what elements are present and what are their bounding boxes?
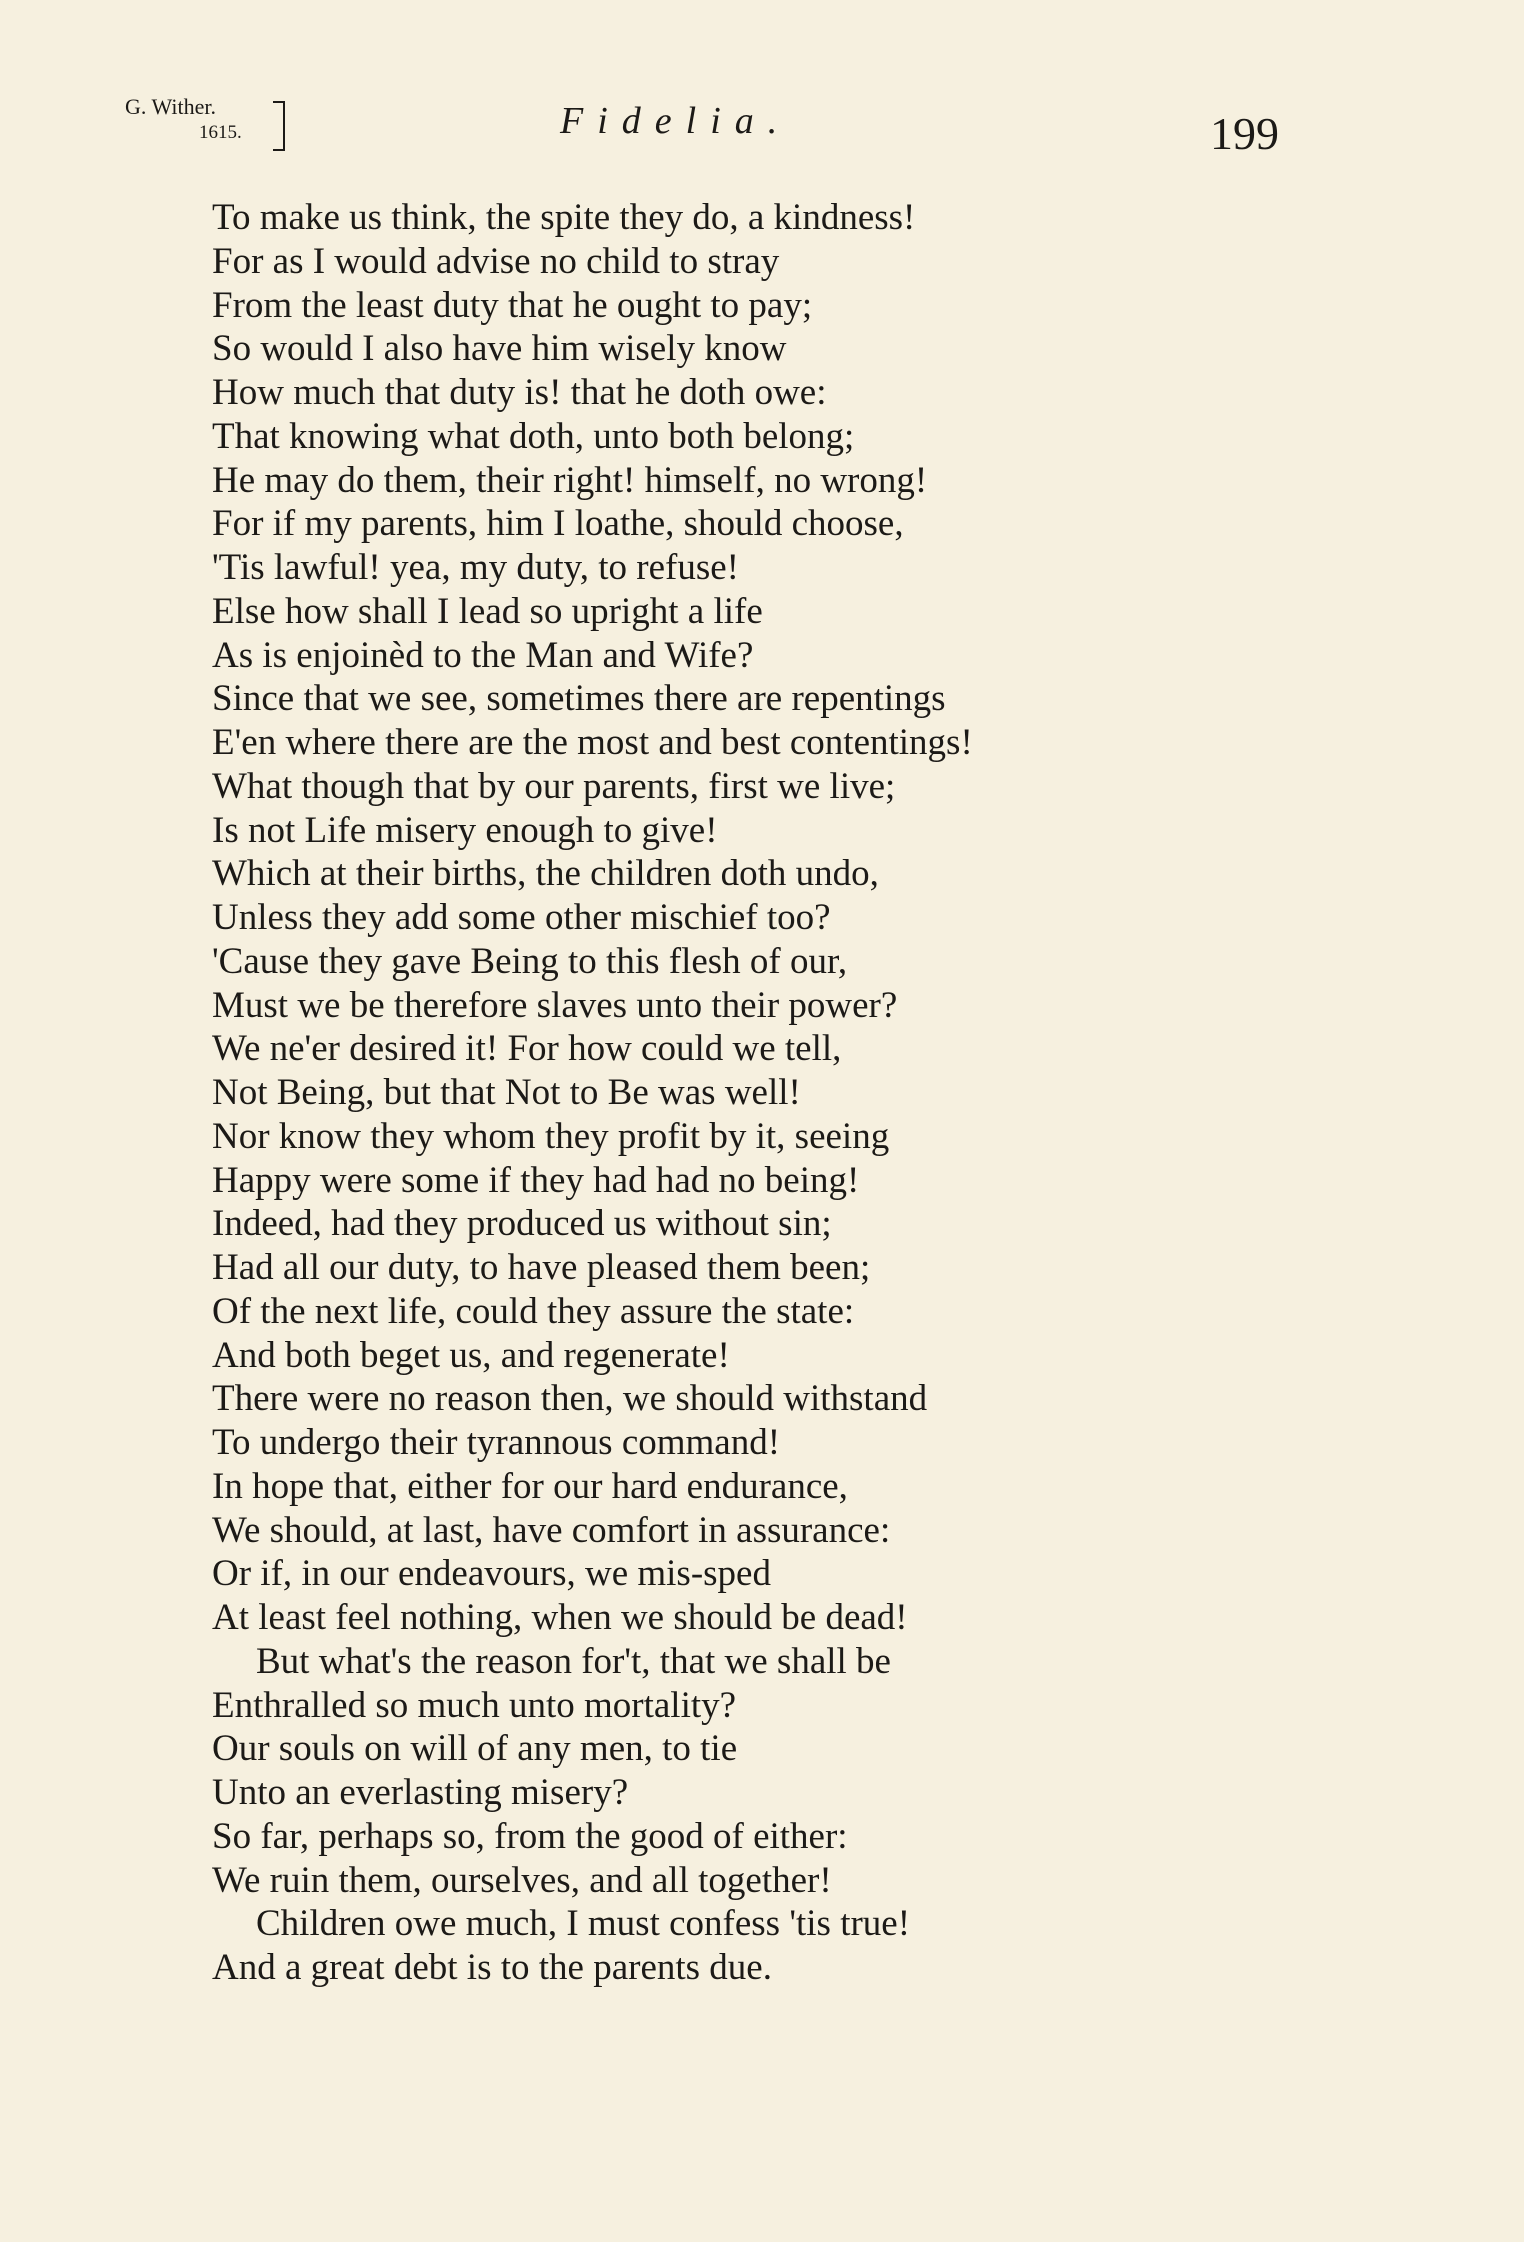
poem-line: Which at their births, the children doth undo, xyxy=(212,853,879,895)
poem-line: But what's the reason for't, that we shall be xyxy=(256,1640,891,1682)
page-header xyxy=(0,95,1524,175)
poem-line: So far, perhaps so, from the good of either: xyxy=(212,1815,848,1857)
poem-line: We ne'er desired it! For how could we tell, xyxy=(212,1028,842,1070)
poem-line: In hope that, either for our hard endurance, xyxy=(212,1465,848,1507)
poem-line: Indeed, had they produced us without sin; xyxy=(212,1203,832,1245)
poem-line: There were no reason then, we should withstand xyxy=(212,1378,928,1420)
poem-line: 'Cause they gave Being to this flesh of our, xyxy=(212,940,848,982)
poem-line: And both beget us, and regenerate! xyxy=(212,1334,730,1376)
margin-note xyxy=(125,95,295,155)
poem-line: Not Being, but that Not to Be was well! xyxy=(212,1072,801,1113)
poem-line: So would I also have him wisely know xyxy=(212,328,787,370)
poem-line: Else how shall I lead so upright a life xyxy=(212,590,763,632)
poem-line: We should, at last, have comfort in assurance: xyxy=(212,1509,891,1551)
poem-line: What though that by our parents, first we live; xyxy=(212,765,896,807)
poem-line: As is enjoinèd to the Man and Wife? xyxy=(212,634,754,676)
poem-line: Our souls on will of any men, to tie xyxy=(212,1728,738,1770)
poem-line: And a great debt is to the parents due. xyxy=(212,1947,772,1988)
poem-line: Must we be therefore slaves unto their power? xyxy=(212,984,898,1026)
page-number: 199 xyxy=(1210,108,1279,159)
poem-line: Or if, in our endeavours, we mis-sped xyxy=(212,1553,771,1595)
poem-line: Unless they add some other mischief too? xyxy=(212,897,831,938)
poem-line: Enthralled so much unto mortality? xyxy=(212,1684,737,1726)
poem-line: Since that we see, sometimes there are repentings xyxy=(212,678,946,720)
poem-line: Is not Life misery enough to give! xyxy=(212,809,718,851)
poem-line: That knowing what doth, unto both belong; xyxy=(212,415,855,457)
poem-line: Of the next life, could they assure the state: xyxy=(212,1290,855,1332)
poem-line: 'Tis lawful! yea, my duty, to refuse! xyxy=(212,547,739,588)
poem-line: At least feel nothing, when we should be dead! xyxy=(212,1597,908,1638)
margin-year: 1615. xyxy=(199,122,242,143)
poem-line: Unto an everlasting misery? xyxy=(212,1772,629,1813)
poem-line: Happy were some if they had had no being! xyxy=(212,1159,860,1201)
poem-text xyxy=(212,196,1322,1990)
poem-line: E'en where there are the most and best contentings! xyxy=(212,722,973,763)
poem-line: To make us think, the spite they do, a kindness! xyxy=(212,197,916,238)
poem-line: To undergo their tyrannous command! xyxy=(212,1422,781,1463)
margin-author: G. Wither. xyxy=(125,94,216,119)
poem-line: From the least duty that he ought to pay; xyxy=(212,284,813,326)
poem-line: We ruin them, ourselves, and all together! xyxy=(212,1859,832,1901)
running-title: Fidelia. xyxy=(560,100,792,142)
margin-bracket xyxy=(273,101,285,151)
poem-line: Nor know they whom they profit by it, seeing xyxy=(212,1115,890,1157)
poem-line: For as I would advise no child to stray xyxy=(212,240,780,282)
poem-line: How much that duty is! that he doth owe: xyxy=(212,372,827,413)
poem-line: He may do them, their right! himself, no wrong! xyxy=(212,459,928,501)
poem-line: Children owe much, I must confess 'tis true! xyxy=(256,1903,911,1945)
poem-line: For if my parents, him I loathe, should choose, xyxy=(212,503,904,545)
poem-line: Had all our duty, to have pleased them been; xyxy=(212,1247,871,1288)
